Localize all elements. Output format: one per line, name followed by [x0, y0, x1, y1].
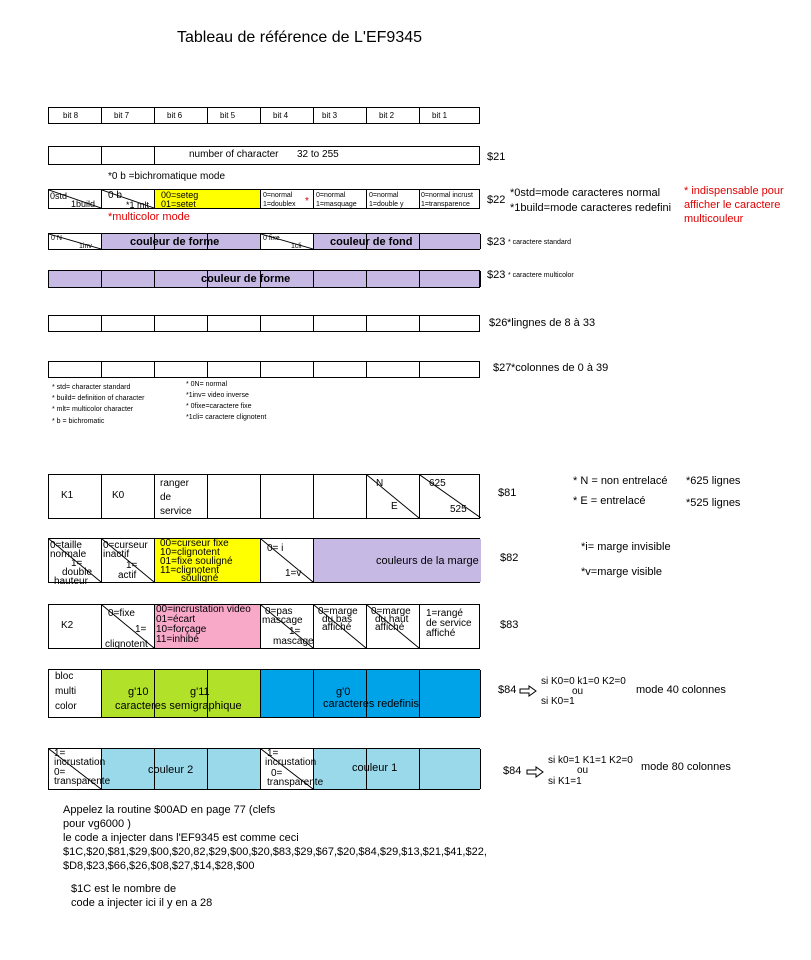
bit7-label: bit 7 [114, 111, 130, 120]
register-27-row [48, 361, 480, 378]
double-line3: hauteur [54, 576, 88, 587]
double-line2: double [62, 567, 93, 578]
fixe-label: 0 fixe [263, 235, 280, 242]
mode-40-label: mode 40 colonnes [636, 684, 726, 696]
haut-line1: 0=marge [371, 606, 411, 617]
range-line3: affiché [426, 628, 456, 639]
normal2-label: 0=normal [369, 192, 399, 199]
seteg-label: 00=seteg [161, 190, 199, 200]
one-83-label: 1= [135, 624, 147, 635]
pas-line2: mascage [262, 615, 303, 626]
indispensable-note-1: * indispensable pour [684, 185, 784, 197]
curseur-line1: 0=curseur [103, 540, 148, 551]
actif-line2: actif [118, 570, 137, 581]
std-label: 0std [50, 191, 68, 201]
indispensable-note-2: afficher le caractere [684, 199, 781, 211]
actif-line1: 1= [126, 560, 138, 571]
legend-inv: *1inv= video inverse [186, 392, 249, 399]
625-note: *625 lignes [686, 475, 741, 487]
cond40-line2: si K0=1 [541, 696, 575, 707]
standard-char-note: * caractere standard [508, 239, 572, 246]
cursor-mode-2: 01=fixe souligné [160, 556, 233, 567]
footer-line1: Appelez la routine $00AD en page 77 (clefs [63, 804, 276, 816]
taille-line1: 0=taille [50, 540, 82, 551]
char-range-label: 32 to 255 [297, 149, 339, 160]
char-number-label: number of character [189, 149, 279, 160]
incr2-line4: transparente [54, 776, 111, 787]
e-note: * E = entrelacé [573, 495, 646, 507]
color2-label: couleur 2 [148, 764, 194, 776]
inv-label: 1inv [79, 243, 92, 250]
bit1-label: bit 1 [432, 111, 448, 120]
incr1-line4: transparente [267, 777, 324, 788]
build-label: 1build [71, 199, 96, 209]
bit8-label: bit 8 [63, 111, 79, 120]
legend-b: * b = bichromatic [52, 418, 105, 425]
doubley-label: 1=double y [369, 201, 404, 208]
cursor-mode-4: souligné [181, 573, 219, 584]
bit4-label: bit 4 [273, 111, 289, 120]
double-line1: 1= [71, 558, 83, 569]
register-84-80col-row [48, 748, 480, 790]
cond80-line1: si k0=1 K1=1 K2=0 [548, 755, 633, 766]
incr1-line3: 0= [271, 768, 283, 779]
525-note: *525 lignes [686, 497, 741, 509]
i-note: *i= marge invisible [581, 541, 671, 553]
footer-line6: $1C est le nombre de [71, 883, 177, 895]
cond80-ou: ou [577, 765, 589, 776]
curseur-line2: inactif [103, 549, 130, 560]
range-line1: 1=rangé [426, 608, 463, 619]
g10-label: g'10 [128, 686, 149, 698]
incr1-line1: 1= [267, 748, 279, 759]
525-label: 525 [450, 504, 467, 515]
g0-label: g'0 [336, 686, 351, 698]
columns-note: *colonnes de 0 à 39 [511, 362, 609, 374]
cursor-mode-0: 00=curseur fixe [160, 538, 229, 549]
bas-line1: 0=marge [318, 606, 358, 617]
bichro-note: *0 b =bichromatique mode [108, 171, 226, 182]
build-note: *1build=mode caracteres redefini [510, 202, 672, 214]
register-26-row [48, 315, 480, 332]
ranger-line3: service [160, 506, 192, 517]
ranger-line1: ranger [160, 478, 189, 489]
incr2-line1: 1= [54, 748, 66, 759]
mlt-label: *1 mlt [126, 200, 150, 210]
bit2-label: bit 2 [379, 111, 395, 120]
b0-label: 0 b [108, 190, 122, 201]
indispensable-note-3: multicouleur [684, 213, 744, 225]
addr-22: $22 [487, 194, 506, 206]
addr-83: $83 [500, 619, 519, 631]
addr-82: $82 [500, 552, 519, 564]
cursor-mode-1: 10=clignotent [160, 547, 220, 558]
bloc-line2: multi [55, 686, 77, 697]
cond40-ou: ou [572, 686, 584, 697]
register-81-row [48, 474, 480, 519]
masc-line1: 1= [289, 626, 301, 637]
masc-line2: mascage [273, 636, 314, 647]
transparence-label: 1=transparence [421, 201, 470, 208]
footer-line2: pour vg6000 ) [63, 818, 131, 830]
register-82-row [48, 538, 480, 587]
incr2-line2: incrustation [54, 757, 106, 768]
addr-27: $27 [493, 362, 512, 374]
on-label: 0 N [51, 235, 62, 242]
ranger-line2: de [160, 492, 172, 503]
std-note: *0std=mode caracteres normal [510, 187, 661, 199]
bas-line3: affiché [322, 622, 352, 633]
bit6-label: bit 6 [167, 111, 183, 120]
clignotent-83-label: clignotent [105, 639, 148, 650]
addr-81: $81 [498, 487, 517, 499]
footer-code-line1: $1C,$20,$81,$29,$00,$20,82,$29,$00,$20,$83,$29,$67,$20,$84,$29,$13,$21,$41,$22, [63, 846, 487, 858]
haut-line2: du haut [375, 614, 409, 625]
footer-line3: le code a injecter dans l'EF9345 est comme ceci [63, 832, 299, 844]
k2-label: K2 [61, 620, 74, 631]
range-line2: de service [426, 618, 472, 629]
addr-23-standard: $23 [487, 236, 506, 248]
cli-label: 1cli [291, 243, 302, 250]
n-label: N [376, 478, 384, 489]
normal3-label: 0=normal [316, 192, 346, 199]
normal4-label: 0=normal [263, 192, 293, 199]
setet-label: 01=setet [161, 199, 196, 209]
multicolor-forme-label: couleur de forme [201, 273, 291, 285]
fixe-83-label: 0=fixe [108, 608, 135, 619]
n-note: * N = non entrelacé [573, 475, 668, 487]
incr-mode-3: 11=inhibé [156, 634, 199, 645]
masquage-label: 1=masquage [316, 201, 357, 208]
fond-color-label: couleur de fond [330, 236, 413, 248]
incr1-line2: incrustation [265, 757, 317, 768]
bit3-label: bit 3 [322, 111, 338, 120]
legend-mlt: * mlt= multicolor character [52, 406, 134, 413]
register-21-row [48, 146, 480, 165]
legend-fixe: * 0fixe=caractere fixe [186, 403, 252, 410]
haut-line3: affiché [375, 622, 405, 633]
register-84-40col-row [48, 669, 480, 718]
cursor-mode-3: 11=clignotent [160, 565, 220, 576]
cond80-line2: si K1=1 [548, 776, 582, 787]
legend-cli: *1cli= caractere clignotent [186, 414, 267, 421]
arrow-right-icon-2 [526, 766, 544, 778]
cond40-line1: si K0=0 k1=0 K2=0 [541, 676, 626, 687]
g11-label: g'11 [190, 686, 210, 698]
e-label: E [391, 501, 398, 512]
lines-note: *lingnes de 8 à 33 [507, 317, 596, 329]
register-83-row [48, 604, 480, 649]
forme-color-label: couleur de forme [130, 236, 220, 248]
normal1-label: 0=normal incrust [421, 192, 473, 199]
color1-label: couleur 1 [352, 762, 398, 774]
incr-mode-2: 10=forçage [156, 624, 207, 635]
k1-label: K1 [61, 490, 74, 501]
pas-line1: 0=pas [265, 606, 293, 617]
addr-23-multicolor: $23 [487, 269, 506, 281]
v-label: 1=v [285, 568, 302, 579]
multicolor-char-note: * caractere multicolor [508, 272, 574, 279]
register-23-standard-row [48, 233, 480, 250]
taille-line2: normale [50, 549, 87, 560]
footer-code-line2: $D8,$23,$66,$26,$08,$27,$14,$28,$00 [63, 860, 255, 872]
k0-label: K0 [112, 490, 125, 501]
semigraphic-label: caracteres semigraphique [115, 700, 242, 712]
incr-mode-0: 00=incrustation video [156, 604, 251, 615]
bloc-line3: color [55, 701, 77, 712]
register-22-row [48, 189, 480, 209]
addr-84-80col: $84 [503, 765, 522, 777]
addr-21: $21 [487, 151, 506, 163]
incr2-line3: 0= [54, 767, 66, 778]
footer-line7: code a injecter ici il y en a 28 [71, 897, 213, 909]
addr-84-40col: $84 [498, 684, 517, 696]
bits-header [48, 107, 480, 124]
625-label: 625 [429, 478, 446, 489]
red-star: * [305, 196, 309, 207]
page-title: Tableau de référence de L'EF9345 [177, 29, 423, 46]
arrow-right-icon [519, 685, 537, 697]
doublex-label: 1=doublex [263, 201, 296, 208]
bit5-label: bit 5 [220, 111, 236, 120]
margin-colors-label: couleurs de la marge [376, 555, 479, 567]
addr-26: $26 [489, 317, 508, 329]
register-23-multicolor-row [48, 270, 480, 288]
legend-std: * std= character standard [52, 384, 131, 391]
legend-on: * 0N= normal [186, 381, 228, 388]
mode-80-label: mode 80 colonnes [641, 761, 731, 773]
v-note: *v=marge visible [581, 566, 663, 578]
incr-mode-1: 01=écart [156, 614, 196, 625]
multicolor-mode-note: *multicolor mode [108, 211, 190, 223]
legend-build: * build= definition of character [52, 395, 145, 402]
bloc-line1: bloc [55, 671, 74, 682]
redefined-label: caracteres redefinis [323, 698, 419, 710]
i-label: 0= i [267, 543, 284, 554]
bas-line2: du bas [322, 614, 353, 625]
